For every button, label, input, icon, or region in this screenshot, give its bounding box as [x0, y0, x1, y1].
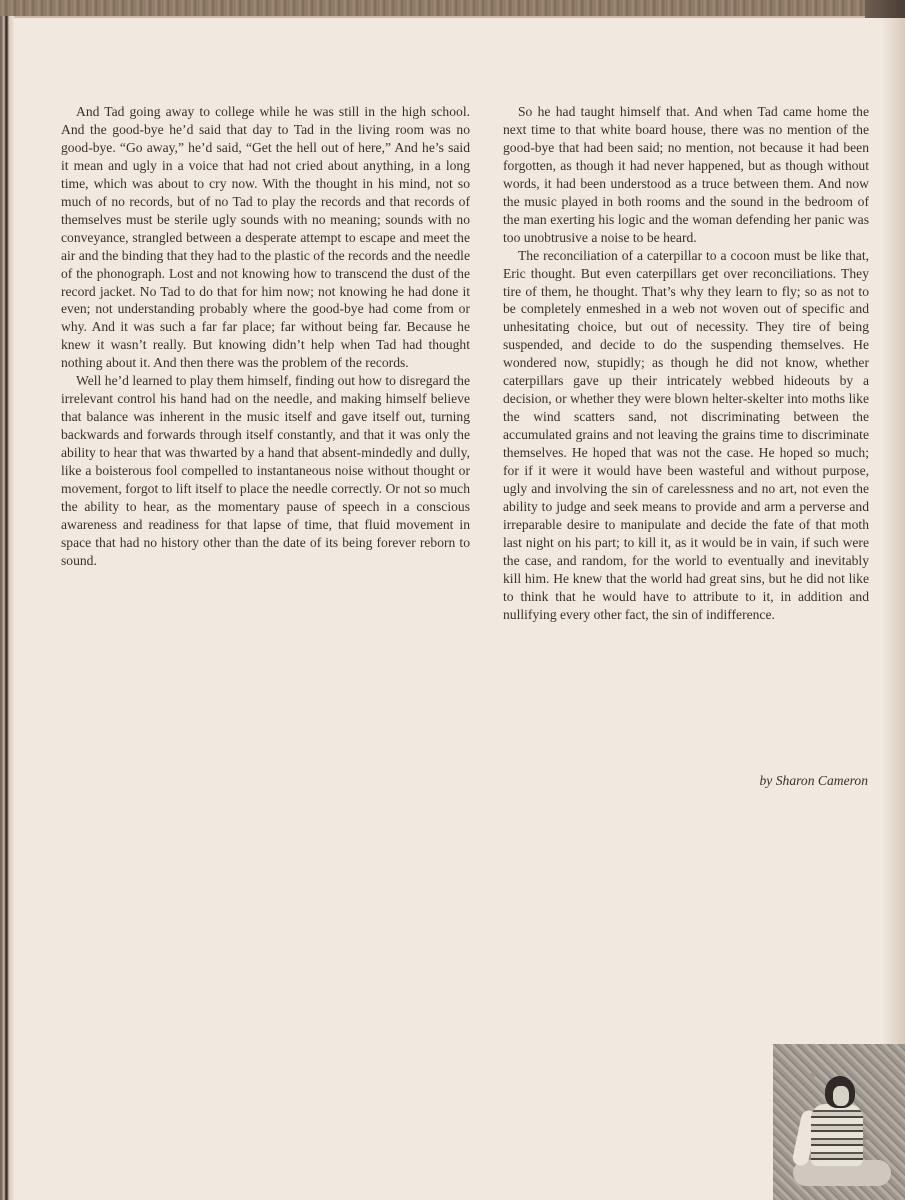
paragraph: And Tad going away to college while he was still in the high school. And the good-bye he’d said that day to Tad in the living room was no good-bye. “Go away,” he’d said, “Get the hell out of here,” And he’s said it mean and ugly in a voice that had not cried about anything, in a long time, which was about to cry now. With the thought in his mind, not so much of no records, but of no Tad to play the records and that records of themselves must be sterile ugly sounds with no meaning; sounds with no conveyance, strangled between a desperate attempt to escape and meet the air and the binding that they had to the plastic of the records and the needle of the phonograph. Lost and not knowing how to transcend the dust of the record jacket. No Tad to do that for him now; not knowing he had done it even; not understanding probably where the good-bye had come from or why. And it was such a far far place; far without being far. Because he knew it wasn’t really. But knowing didn’t help when Tad had thought nothing about it. And then there was the problem of the records.	[61, 104, 470, 371]
book-binding-corner	[865, 0, 905, 18]
paragraph: So he had taught himself that. And when Tad came home the next time to that white board house, there was no mention of the good-bye that had been said; no mention, not because it had been forgotten, as though it had never happened, but as though without words, it had been understood as a truce between them. And now the music played in both rooms and the sound in the bedroom of the man exerting his logic and the woman defending her panic was too unobtrusive a noise to be heard.	[503, 104, 869, 245]
author-byline: by Sharon Cameron	[759, 773, 868, 788]
text-column-right	[503, 103, 869, 624]
text-column-left	[61, 103, 470, 570]
photo-figure-face	[833, 1086, 849, 1106]
book-binding-top	[0, 0, 905, 18]
paragraph: The reconciliation of a caterpillar to a cocoon must be like that, Eric thought. But even caterpillars get over reconciliations. They tire of them, he thought. That’s why they learn to fly; so as not to be completely enmeshed in a web not woven out of specific and unhesitating choice, but out of necessity. They tire of being suspended, and decide to do the suspending themselves. He wondered now, stupidly; as though he did not know, whether caterpillars gave up their intricately webbed hideouts by a decision, or whether they were blown helter-skelter into moths like the wind scatters sand, not discriminating between the accumulated grains and not leaving the grains time to discriminate themselves. He hoped that was not the case. He hoped so much; for if it were it would have been wasteful and without purpose, ugly and involving the sin of carelessness and no art, not even the ability to judge and seek means to provide and arm a perverse and irreparable desire to manipulate and decide the fate of that moth last night on his part; to kill it, as it would be in vain, if such were the case, and random, for the world to eventually and inevitably kill him. He knew that the world had great sins, but he did not like to think that he would have to attribute to it, in addition and nullifying every other fact, the sin of indifference.	[503, 247, 869, 622]
page-right-edge	[883, 18, 905, 1200]
photo-girl-reading-on-grass	[773, 1044, 905, 1200]
book-spine-edge	[0, 16, 14, 1200]
paragraph: Well he’d learned to play them himself, finding out how to disregard the irrelevant control his hand had on the needle, and making himself believe that balance was inherent in the music itself and gave itself out, turning backwards and forwards through itself constantly, and that it was only the ability to hear that was thwarted by a hand that absent-mindedly and dully, like a boisterous fool compelled to instantaneous noise without thought or movement, forgot to lift itself to place the needle correctly. Or not so much the ability to hear, as the momentary pause of speech in a conscious awareness and readiness for that lapse of time, that fluid movement in space that had no history other than the date of its being forever reborn to sound.	[61, 373, 470, 568]
photo-figure-sweater	[811, 1104, 863, 1166]
